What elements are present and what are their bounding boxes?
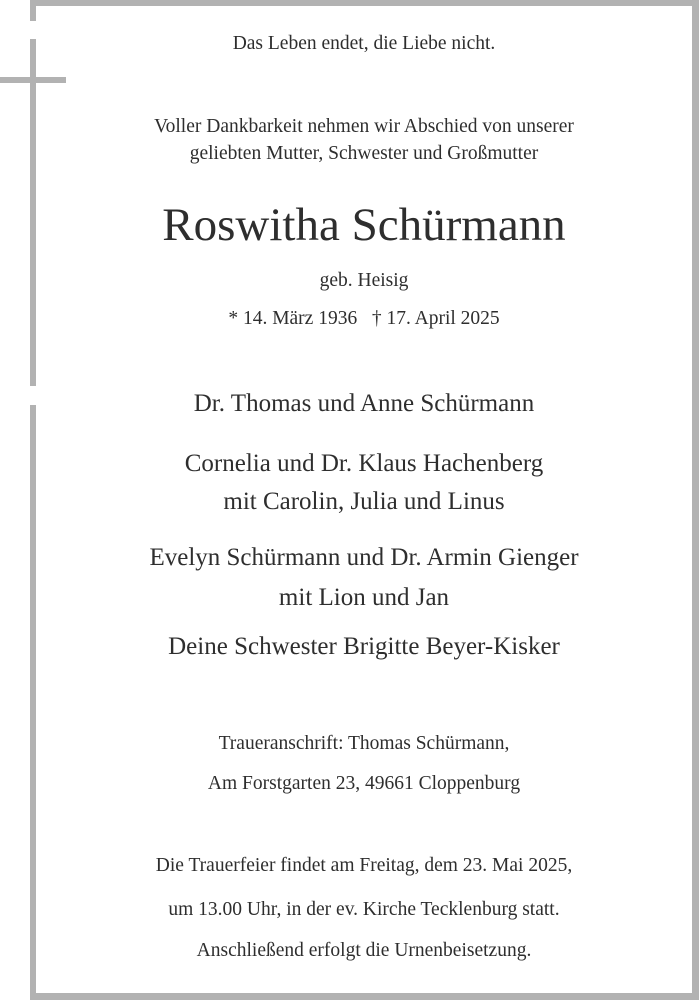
frame-bottom [30,993,699,1000]
mourner-line: Cornelia und Dr. Klaus Hachenberg [184,450,544,477]
mourner-line: mit Lion und Jan [278,584,450,611]
frame-left-top [30,0,36,21]
mourner-line: Dr. Thomas und Anne Schürmann [193,390,535,417]
mourner-line: mit Carolin, Julia und Linus [223,488,505,515]
mourner-line: Deine Schwester Brigitte Beyer-Kisker [168,633,560,660]
intro-line: Voller Dankbarkeit nehmen wir Abschied von unserer [154,116,574,137]
frame-top [30,0,699,6]
address-line: Am Forstgarten 23, 49661 Cloppenburg [207,773,521,794]
life-dates: * 14. März 1936 † 17. April 2025 [228,308,500,329]
intro-line: geliebten Mutter, Schwester und Großmutter [189,143,539,164]
maiden-name: geb. Heisig [319,270,409,291]
deceased-name: Roswitha Schürmann [162,199,566,251]
service-line: Anschließend erfolgt die Urnenbeisetzung. [196,940,532,961]
motto: Das Leben endet, die Liebe nicht. [232,33,496,54]
cross-icon-horizontal [0,77,66,83]
service-line: um 13.00 Uhr, in der ev. Kirche Tecklenburg statt. [168,899,560,920]
address-line: Traueranschrift: Thomas Schürmann, [218,733,510,754]
service-line: Die Trauerfeier findet am Freitag, dem 23. Mai 2025, [155,855,573,876]
frame-right [692,0,699,1000]
mourner-line: Evelyn Schürmann und Dr. Armin Gienger [149,544,579,571]
